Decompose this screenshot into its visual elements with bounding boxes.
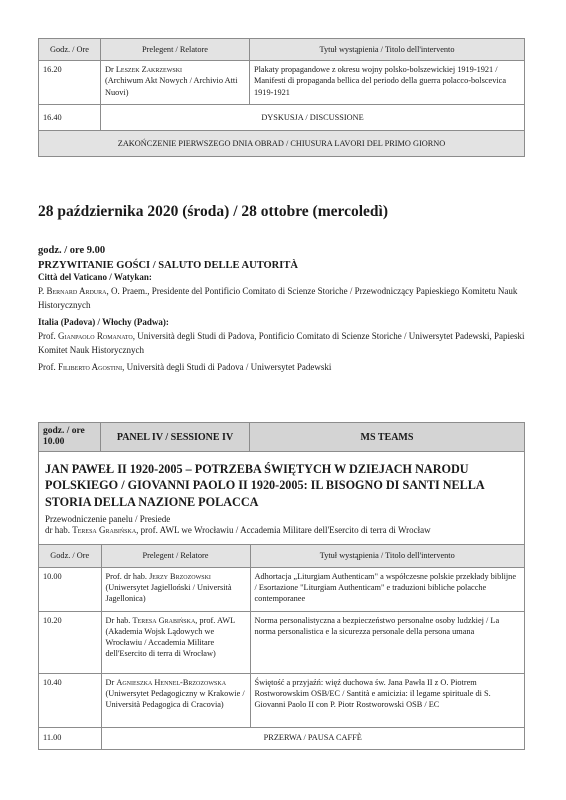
speaker-name: Jerzy Brzozowski (149, 571, 211, 581)
speaker-name: Agnieszka Hennel-Brzozowska (116, 677, 227, 687)
col-header-time: Godz. / Ore (39, 39, 101, 61)
panel-header (39, 423, 524, 452)
vatican-label: Città del Vaticano / Watykan: (38, 272, 152, 282)
row-talk-title: Plakaty propagandowe z okresu wojny polsko-bolszewickiej 1919-1921 / Manifesti di propaganda bellica del periodo della guerra polacco-bolscevica 1919-1921 (250, 61, 525, 105)
panel-title: JAN PAWEŁ II 1920-2005 – POTRZEBA ŚWIĘTYCH W DZIEJACH NARODU POLSKIEGO / GIOVANNI PAOLO II 1920-2005: IL BISOGNO DI SANTI NELLA STORIA DELLA NAZIONE POLACCA (45, 462, 485, 509)
welcome-speaker: Prof. Gianpaolo Romanato, Università degli Studi di Padova, Pontificio Comitato di Scienze Storiche / Uniwersytet Padewski, Papieski Komitet Nauk Historycznych (38, 331, 525, 355)
break-cell: PRZERWA / PAUSA CAFFÈ (101, 727, 524, 749)
row-speaker: Dr Leszek Zakrzewski (Archiwum Akt Nowych / Archivio Atti Nuovi) (101, 61, 250, 105)
speaker-name: Gianpaolo Romanato (58, 331, 133, 341)
closing-row (39, 131, 525, 157)
row-speaker: Dr hab. Teresa Grabińska, prof. AWL (Akademia Wojsk Lądowych we Wrocławiu / Accademia Militare dell'Esercito di terra di Wrocław) (101, 611, 250, 673)
table-row (39, 567, 524, 611)
speaker-affiliation: (Archiwum Akt Nowych / Archivio Atti Nuovi) (105, 76, 238, 97)
col-header-title: Tytuł wystąpienia / Titolo dell'intervento (250, 39, 525, 61)
row-talk-title: Świętość a przyjaźń: więź duchowa św. Jana Pawła II z O. Piotrem Rostworowskim OSB/EC / Santità e amicizia: il legame spirituale di S. Giovanni Paolo II con P. Piotr Rostworowski OSB / EC (250, 673, 524, 727)
discussion-cell: DYSKUSJA / DISCUSSIONE (101, 105, 525, 131)
row-speaker: Prof. dr hab. Jerzy Brzozowski (Uniwersytet Jagielloński / Università Jagellonica) (101, 567, 250, 611)
table-header-row (39, 39, 525, 61)
speaker-name: Bernard Ardura (46, 286, 107, 296)
table-row (39, 105, 525, 131)
welcome-speaker: Prof. Filiberto Agostini, Università degli Studi di Padova / Uniwersytet Padewski (38, 362, 332, 372)
schedule-table-day1 (38, 38, 525, 157)
speaker-name: Leszek Zakrzewski (115, 65, 183, 75)
row-time: 11.00 (39, 727, 101, 749)
row-speaker: Dr Agnieszka Hennel-Brzozowska (Uniwersytet Pedagogiczny w Krakowie / Università Pedagogica di Cracovia) (101, 673, 250, 727)
speaker-name: Teresa Grabińska (132, 615, 196, 625)
panel-name: PANEL IV / SESSIONE IV (101, 423, 250, 451)
row-time: 10.40 (39, 673, 101, 727)
row-time: 16.40 (39, 105, 101, 131)
col-header-speaker: Prelegent / Relatore (101, 545, 250, 567)
table-header-row (39, 545, 524, 567)
welcome-title: PRZYWITANIE GOŚCI / SALUTO DELLE AUTORITÀ (38, 260, 298, 271)
panel-time: godz. / ore 10.00 (39, 423, 101, 451)
row-time: 16.20 (39, 61, 101, 105)
chair-person: dr hab. Teresa Grabińska, prof. AWL we Wrocławiu / Accademia Militare dell'Esercito di terra di Wrocław (45, 525, 431, 536)
break-row (39, 727, 524, 749)
row-time: 10.20 (39, 611, 101, 673)
panel-box (38, 422, 525, 750)
table-row (39, 611, 524, 673)
col-header-title: Tytuł wystąpienia / Titolo dell'intervento (250, 545, 524, 567)
welcome-speaker: P. Bernard Ardura, O. Praem., Presidente del Pontificio Comitato di Scienze Storiche / Przewodniczący Papieskiego Komitetu Nauk Historycznych (38, 286, 518, 310)
welcome-section (38, 245, 525, 375)
closing-cell: ZAKOŃCZENIE PIERWSZEGO DNIA OBRAD / CHIUSURA LAVORI DEL PRIMO GIORNO (39, 131, 525, 157)
welcome-time: godz. / ore 9.00 (38, 245, 106, 256)
day-heading: 28 października 2020 (środa) / 28 ottobre (mercoledì) (38, 203, 388, 220)
speaker-name: Teresa Grabińska (72, 525, 137, 536)
table-row (39, 61, 525, 105)
panel-platform: MS TEAMS (360, 431, 414, 443)
row-talk-title: Norma personalistyczna a bezpieczeństwo personalne osoby ludzkiej / La norma personalistica e la sicurezza personale della persona umana (250, 611, 524, 673)
speaker-name: Filiberto Agostini (58, 362, 123, 372)
col-header-time: Godz. / Ore (39, 545, 101, 567)
row-talk-title: Adhortacja „Liturgiam Authenticam" a współczesne polskie przekłady biblijne / Esortazione "Liturgiam Authenticam" e traduzioni bibliche polacche contemporanee (250, 567, 524, 611)
col-header-speaker: Prelegent / Relatore (101, 39, 250, 61)
row-time: 10.00 (39, 567, 101, 611)
italy-label: Italia (Padova) / Włochy (Padwa): (38, 317, 169, 327)
schedule-table-panel (39, 544, 524, 749)
table-row (39, 673, 524, 727)
chair-label: Przewodniczenie panelu / Presiede (45, 514, 171, 525)
